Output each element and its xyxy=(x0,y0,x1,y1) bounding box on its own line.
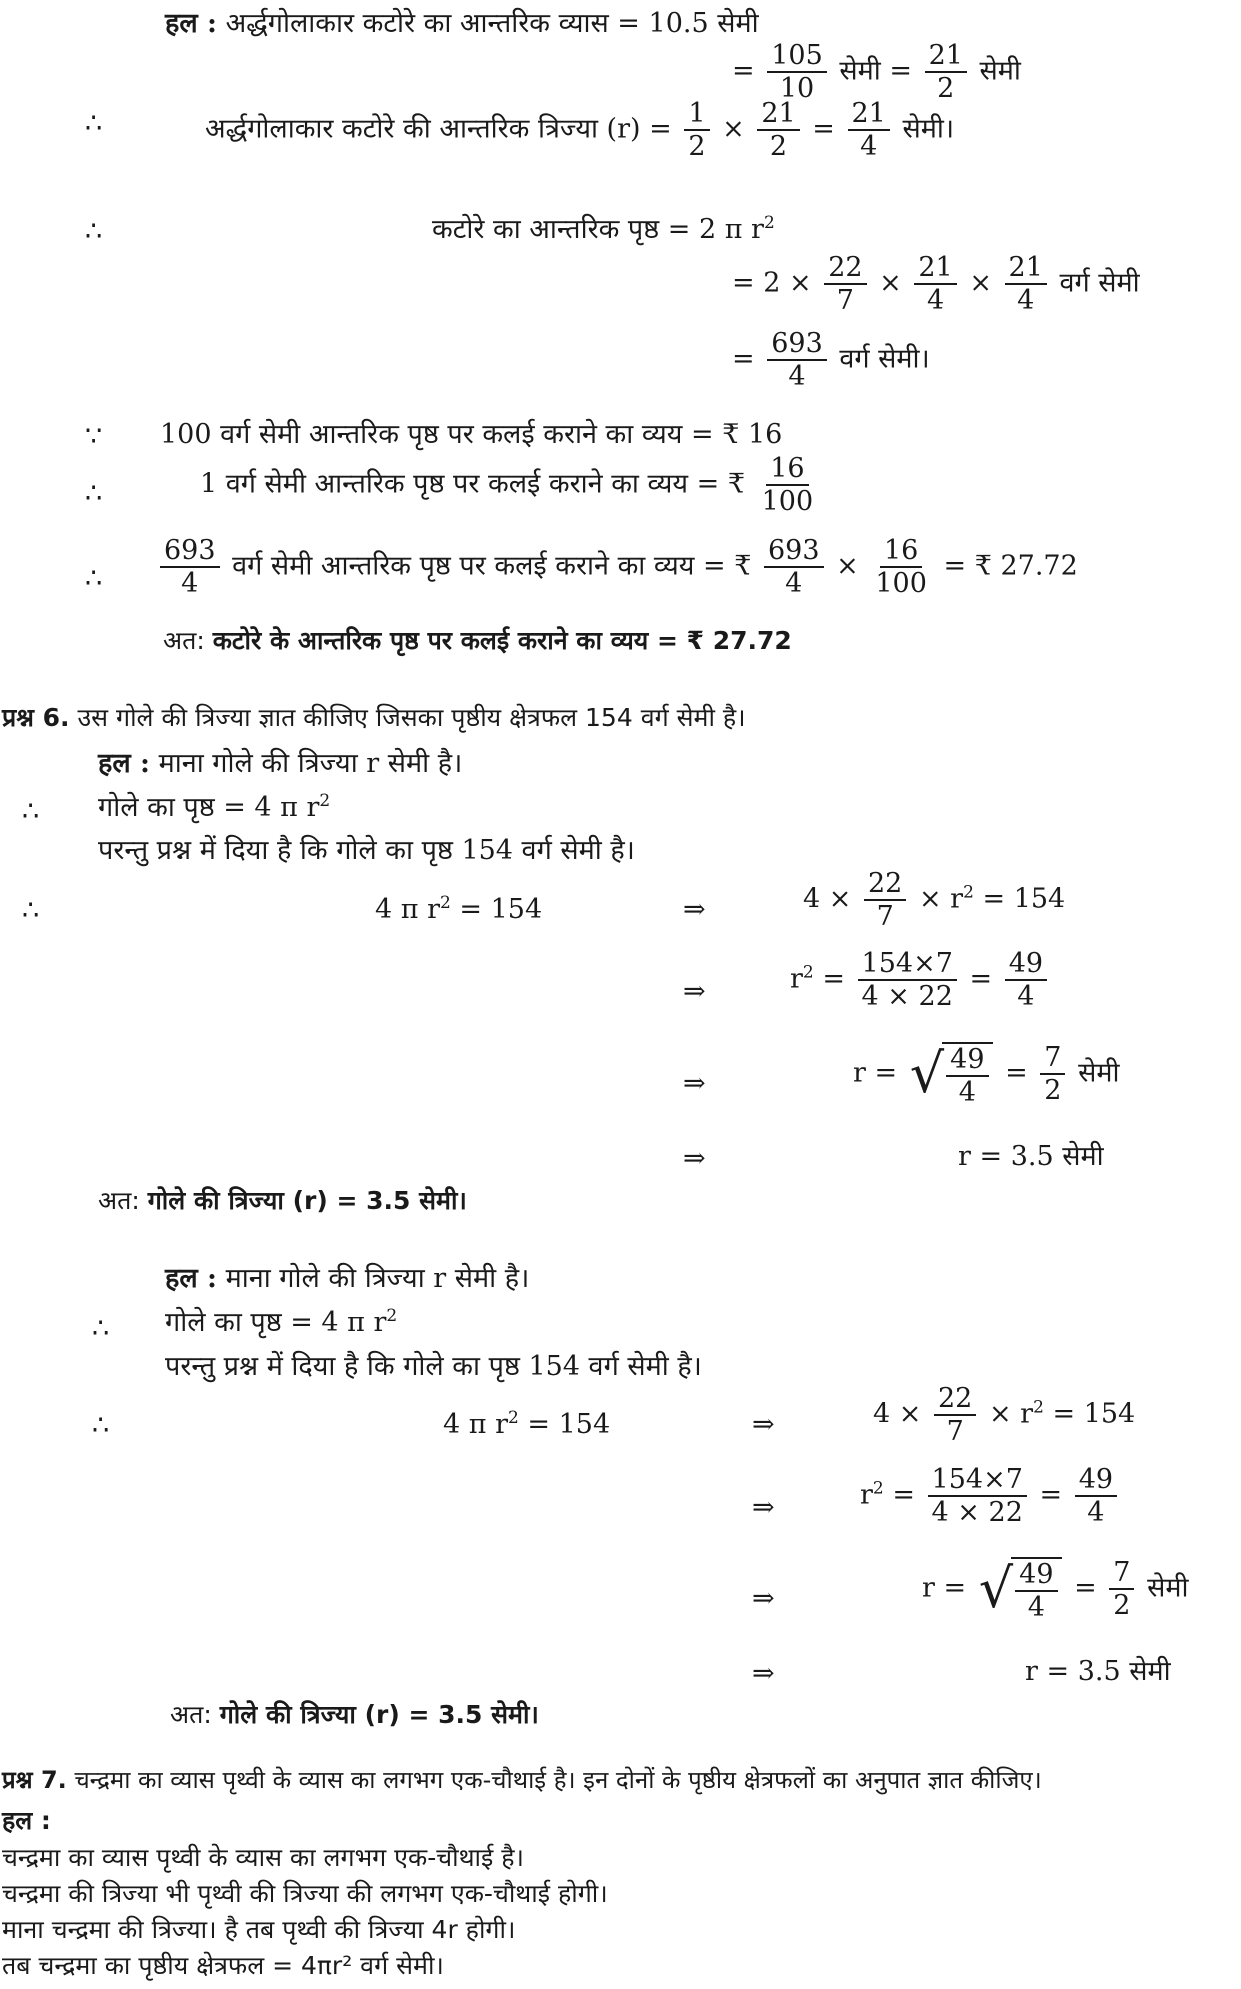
fraction: $\frac{154\times 7}{4 \times 22}$ xyxy=(858,950,957,1010)
implies-arrow: ⇒ xyxy=(752,1583,775,1614)
q7-line-1: चन्द्रमा का व्यास पृथ्वी के व्यास का लगभग एक-चौथाई है। xyxy=(2,1843,524,1872)
q7-line-3: माना चन्द्रमा की त्रिज्या। है तब पृथ्वी की त्रिज्या 4r होगी। xyxy=(2,1915,516,1944)
fraction: $\frac{21}{4}$ xyxy=(848,100,890,160)
sol6a-therefore-symbol: ∴ xyxy=(22,796,40,827)
fraction: $\frac{49}{4}$ xyxy=(1075,1466,1117,1526)
sol6b-surface: गोले का पृष्ठ = 4 π $r^2$ xyxy=(165,1306,398,1338)
sol6a-given: परन्तु प्रश्न में दिया है कि गोले का पृष्ठ 154 वर्ग सेमी है। xyxy=(98,835,635,866)
sol6a-eq2: $r^2$ = $\frac{154\times 7}{4 \times 22}$ = $\frac{49}{4}$ xyxy=(790,950,1051,1010)
implies-arrow: ⇒ xyxy=(683,1143,706,1174)
sol6b-eq1-left: 4 π $r^2 = 154$ xyxy=(443,1408,611,1440)
fraction: $\frac{22}{7}$ xyxy=(864,870,906,930)
fraction: $\frac{7}{2}$ xyxy=(1040,1044,1065,1104)
sol6a-surface: गोले का पृष्ठ = 4 π $r^2$ xyxy=(98,791,331,823)
implies-arrow: ⇒ xyxy=(752,1409,775,1440)
sol6a-eq1-left: 4 π $r^2 = 154$ xyxy=(375,893,543,925)
sol5-therefore-symbol: ∴ xyxy=(85,478,103,509)
fraction: $\frac{7}{2}$ xyxy=(1109,1559,1134,1619)
sol5-line-surface-result: = $\frac{693}{4}$ वर्ग सेमी। xyxy=(732,328,930,392)
sol6b-therefore-symbol: ∴ xyxy=(92,1313,110,1344)
q7-line-4: तब चन्द्रमा का पृष्ठीय क्षेत्रफल = 4πr² वर्ग सेमी। xyxy=(2,1951,444,1980)
implies-arrow: ⇒ xyxy=(683,1068,706,1099)
sol6b-conclusion: अत: गोले की त्रिज्या (r) = 3.5 सेमी। xyxy=(170,1700,539,1729)
implies-arrow: ⇒ xyxy=(683,976,706,1007)
fraction: $\frac{693}{4}$ xyxy=(160,537,220,597)
fraction: $\frac{21}{4}$ xyxy=(914,254,956,314)
question-7: प्रश्न 7. चन्द्रमा का व्यास पृथ्वी के व्यास का लगभग एक-चौथाई है। इन दोनों के पृष्ठीय क्षेत्रफलों का अनुपात ज्ञात कीजिए। xyxy=(2,1766,1042,1794)
sol6a-eq1-right: 4 × $\frac{22}{7}$ × $r^2 = 154$ xyxy=(803,868,1066,932)
sol5-line-diameter xyxy=(165,10,759,37)
question-label: प्रश्न 6. xyxy=(2,703,70,732)
sol5-line-diameter-fraction: = $\frac{105}{10}$ सेमी = $\frac{21}{2}$ सेमी xyxy=(732,40,1021,104)
sol5-line-radius: अर्द्धगोलाकार कटोरे की आन्तरिक त्रिज्या (r) = $\frac{1}{2}$ × $\frac{21}{2}$ = $\frac{21}{4}$ सेमी। xyxy=(205,98,955,162)
sol6a-assume: हल : माना गोले की त्रिज्या r सेमी है। xyxy=(98,748,463,779)
fraction: $\frac{22}{7}$ xyxy=(824,254,866,314)
solution-label: हल : xyxy=(165,8,218,39)
sol5-therefore-symbol: ∴ xyxy=(85,108,103,139)
sol5-line-inner-surface: कटोरे का आन्तरिक पृष्ठ = 2 π $r^2$ xyxy=(432,213,775,245)
sol5-therefore-symbol: ∴ xyxy=(85,563,103,594)
fraction: $\frac{1}{2}$ xyxy=(684,100,709,160)
sol6b-eq3: r = √ $\frac{49}{4}$ = $\frac{7}{2}$ सेमी xyxy=(922,1557,1189,1623)
question-6: प्रश्न 6. उस गोले की त्रिज्या ज्ञात कीजिए जिसका पृष्ठीय क्षेत्रफल 154 वर्ग सेमी है। xyxy=(2,703,746,732)
implies-arrow: ⇒ xyxy=(752,1658,775,1689)
q7-solution-label: हल : xyxy=(2,1806,51,1835)
sol5-line-cost-100: 100 वर्ग सेमी आन्तरिक पृष्ठ पर कलई कराने का व्यय = ₹ 16 xyxy=(160,419,783,450)
fraction: $\frac{693}{4}$ xyxy=(764,537,824,597)
sol5-because-symbol: ∵ xyxy=(85,421,103,452)
square-root: √ $\frac{49}{4}$ xyxy=(910,1042,993,1106)
fraction: $\frac{16}{100}$ xyxy=(761,453,814,517)
implies-arrow: ⇒ xyxy=(752,1492,775,1523)
sol6b-eq2: $r^2$ = $\frac{154\times 7}{4 \times 22}$ = $\frac{49}{4}$ xyxy=(860,1466,1121,1526)
sol5-line-cost-1: 1 वर्ग सेमी आन्तरिक पृष्ठ पर कलई कराने का व्यय = ₹ $\frac{16}{100}$ xyxy=(200,455,821,515)
square-root: √ $\frac{49}{4}$ xyxy=(979,1557,1062,1621)
fraction: $\frac{154\times 7}{4 \times 22}$ xyxy=(928,1466,1027,1526)
sol5-therefore-symbol: ∴ xyxy=(85,216,103,247)
sol5-line-cost-total: $\frac{693}{4}$ वर्ग सेमी आन्तरिक पृष्ठ पर कलई कराने का व्यय = ₹ $\frac{693}{4}$ × $\frac{16}{100}$ = ₹ 27.72 xyxy=(156,537,1078,597)
sol6b-therefore-symbol: ∴ xyxy=(92,1410,110,1441)
fraction: $\frac{21}{2}$ xyxy=(925,42,967,102)
question-label: प्रश्न 7. xyxy=(2,1766,67,1794)
q7-line-2: चन्द्रमा की त्रिज्या भी पृथ्वी की त्रिज्या की लगभग एक-चौथाई होगी। xyxy=(2,1879,608,1908)
sol6b-assume: हल : माना गोले की त्रिज्या r सेमी है। xyxy=(165,1263,530,1294)
sol6a-eq4: r = 3.5 सेमी xyxy=(958,1141,1104,1172)
sol6b-given: परन्तु प्रश्न में दिया है कि गोले का पृष्ठ 154 वर्ग सेमी है। xyxy=(165,1351,702,1382)
sol5-line-surface-calc: = 2 × $\frac{22}{7}$ × $\frac{21}{4}$ × $\frac{21}{4}$ वर्ग सेमी xyxy=(732,252,1140,316)
fraction: $\frac{693}{4}$ xyxy=(767,330,827,390)
fraction: $\frac{105}{10}$ xyxy=(767,42,827,102)
sol6b-eq4: r = 3.5 सेमी xyxy=(1025,1656,1171,1687)
sol6a-therefore-symbol: ∴ xyxy=(22,895,40,926)
fraction: $\frac{49}{4}$ xyxy=(1005,950,1047,1010)
fraction: $\frac{21}{2}$ xyxy=(757,100,799,160)
diameter-statement: अर्द्धगोलाकार कटोरे का आन्तरिक व्यास = 10.5 सेमी xyxy=(225,8,759,39)
fraction: $\frac{22}{7}$ xyxy=(934,1385,976,1445)
fraction: $\frac{21}{4}$ xyxy=(1005,254,1047,314)
fraction: $\frac{16}{100}$ xyxy=(875,535,927,599)
sol5-conclusion: अत: कटोरे के आन्तरिक पृष्ठ पर कलई कराने का व्यय = ₹ 27.72 xyxy=(163,626,792,655)
implies-arrow: ⇒ xyxy=(683,894,706,925)
sol6b-eq1-right: 4 × $\frac{22}{7}$ × $r^2 = 154$ xyxy=(873,1383,1136,1447)
sol6a-conclusion: अत: गोले की त्रिज्या (r) = 3.5 सेमी। xyxy=(98,1186,467,1215)
sol6a-eq3: r = √ $\frac{49}{4}$ = $\frac{7}{2}$ सेमी xyxy=(853,1042,1120,1108)
